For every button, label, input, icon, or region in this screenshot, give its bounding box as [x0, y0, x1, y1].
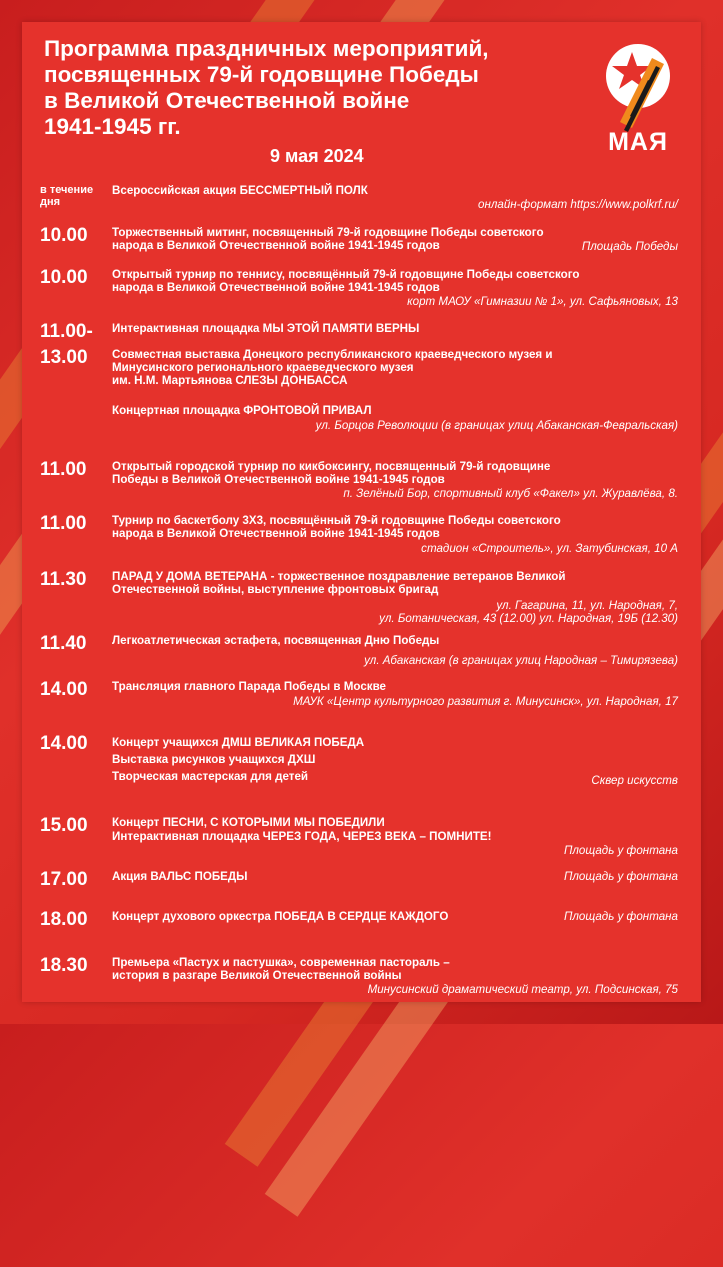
event-location: Площадь у фонтана	[563, 910, 678, 923]
event-line: Интерактивная площадка ЧЕРЕЗ ГОДА, ЧЕРЕЗ ВЕКА – ПОМНИТЕ!	[112, 830, 492, 843]
event-line: Турнир по баскетболу 3Х3, посвящённый 79-й годовщине Победы советского	[112, 514, 561, 527]
event-description	[112, 514, 678, 540]
event-location: ул. Борцов Революции (в границах улиц Абаканская-Февральская)	[315, 419, 678, 432]
event-line: Открытый городской турнир по кикбоксингу, посвященный 79-й годовщине	[112, 460, 551, 473]
event-description	[112, 816, 678, 844]
event-time: 11.00	[40, 459, 87, 480]
event-line: ПАРАД У ДОМА ВЕТЕРАНА - торжественное поздравление ветеранов Великой	[112, 570, 566, 583]
event-line: Премьера «Пастух и пастушка», современная пастораль –	[112, 956, 450, 969]
event-description	[112, 680, 678, 693]
event-line: Концертная площадка ФРОНТОВОЙ ПРИВАЛ	[112, 404, 372, 417]
event-line: Отечественной войны, выступление фронтовых бригад	[112, 583, 439, 596]
event-description	[112, 268, 678, 294]
event-time: в течение дня	[40, 184, 94, 208]
event-time: 18.30	[40, 955, 88, 976]
event-line: Концерт ПЕСНИ, С КОТОРЫМИ МЫ ПОБЕДИЛИ	[112, 816, 385, 829]
event-description	[112, 634, 678, 647]
event-line: Победы в Великой Отечественной войне 1941-1945 годов	[112, 473, 445, 486]
event-line: Акция ВАЛЬС ПОБЕДЫ	[112, 870, 248, 883]
event-description	[112, 404, 678, 417]
event-description	[112, 184, 678, 197]
event-time: 15.00	[40, 815, 88, 836]
event-description	[112, 460, 678, 486]
event-location: МАУК «Центр культурного развития г. Минусинск», ул. Народная, 17	[293, 695, 678, 708]
event-time: 11.30	[40, 569, 87, 590]
event-time: 10.00	[40, 267, 88, 288]
page-title	[44, 36, 574, 140]
event-description	[112, 322, 678, 335]
event-line: Всероссийская акция БЕССМЕРТНЫЙ ПОЛК	[112, 184, 368, 197]
logo-text: МАЯ	[608, 128, 668, 156]
title-line: в Великой Отечественной войне	[44, 88, 410, 113]
event-time: 18.00	[40, 909, 88, 930]
title-line: 1941-1945 гг.	[44, 114, 181, 139]
event-line: Открытый турнир по теннису, посвящённый 79-й годовщине Победы советского	[112, 268, 580, 281]
event-line: народа в Великой Отечественной войне 1941-1945 годов	[112, 527, 440, 540]
event-line: Совместная выставка Донецкого республиканского краеведческого музея и	[112, 348, 553, 361]
event-location: Площадь у фонтана	[563, 870, 678, 883]
event-location: ул. Абаканская (в границах улиц Народная – Тимирязева)	[364, 654, 678, 667]
event-time: 11.00	[40, 513, 87, 534]
event-time: 13.00	[40, 347, 88, 368]
event-location: Сквер искусств	[591, 774, 678, 787]
event-location: Площадь Победы	[581, 240, 678, 253]
event-time: 14.00	[40, 733, 88, 754]
event-time: 11.00-	[40, 321, 93, 342]
event-line: Минусинского регионального краеведческого музея	[112, 361, 414, 374]
event-description	[112, 348, 678, 387]
event-location: Минусинский драматический театр, ул. Подсинская, 75	[367, 983, 678, 996]
title-line: Программа праздничных мероприятий,	[44, 36, 489, 61]
event-location: онлайн-формат https://www.polkrf.ru/	[478, 198, 678, 211]
event-location: Площадь у фонтана	[563, 844, 678, 857]
event-line: история в разгаре Великой Отечественной войны	[112, 969, 402, 982]
event-time: 10.00	[40, 225, 88, 246]
event-line: Творческая мастерская для детей	[112, 770, 309, 783]
title-line: посвященных 79-й годовщине Победы	[44, 62, 479, 87]
event-line: Интерактивная площадка МЫ ЭТОЙ ПАМЯТИ ВЕРНЫ	[112, 322, 420, 335]
event-line: Трансляция главного Парада Победы в Москве	[112, 680, 386, 693]
event-location: ул. Ботаническая, 43 (12.00) ул. Народная, 19Б (12.30)	[379, 612, 678, 625]
event-line: народа в Великой Отечественной войне 1941-1945 годов	[112, 281, 440, 294]
event-line: Концерт духового оркестра ПОБЕДА В СЕРДЦЕ КАЖДОГО	[112, 910, 449, 923]
event-time: 14.00	[40, 679, 88, 700]
event-location: п. Зелёный Бор, спортивный клуб «Факел» ул. Журавлёва, 8.	[343, 487, 678, 500]
event-line: Торжественный митинг, посвященный 79-й годовщине Победы советского	[112, 226, 544, 239]
event-description	[112, 956, 678, 982]
event-line: Концерт учащихся ДМШ ВЕЛИКАЯ ПОБЕДА	[112, 736, 365, 749]
event-date: 9 мая 2024	[270, 146, 364, 166]
event-location: стадион «Строитель», ул. Затубинская, 10 А	[421, 542, 678, 555]
event-location: ул. Гагарина, 11, ул. Народная, 7,	[496, 599, 678, 612]
event-description	[112, 570, 678, 596]
event-time: 11.40	[40, 633, 87, 654]
event-line: Легкоатлетическая эстафета, посвященная Дню Победы	[112, 634, 440, 647]
event-time: 17.00	[40, 869, 88, 890]
event-line: Выставка рисунков учащихся ДХШ	[112, 753, 316, 766]
event-line: им. Н.М. Мартьянова СЛЕЗЫ ДОНБАССА	[112, 374, 348, 387]
event-location: корт МАОУ «Гимназии № 1», ул. Сафьяновых, 13	[407, 295, 678, 308]
event-line: народа в Великой Отечественной войне 1941-1945 годов	[112, 239, 440, 252]
